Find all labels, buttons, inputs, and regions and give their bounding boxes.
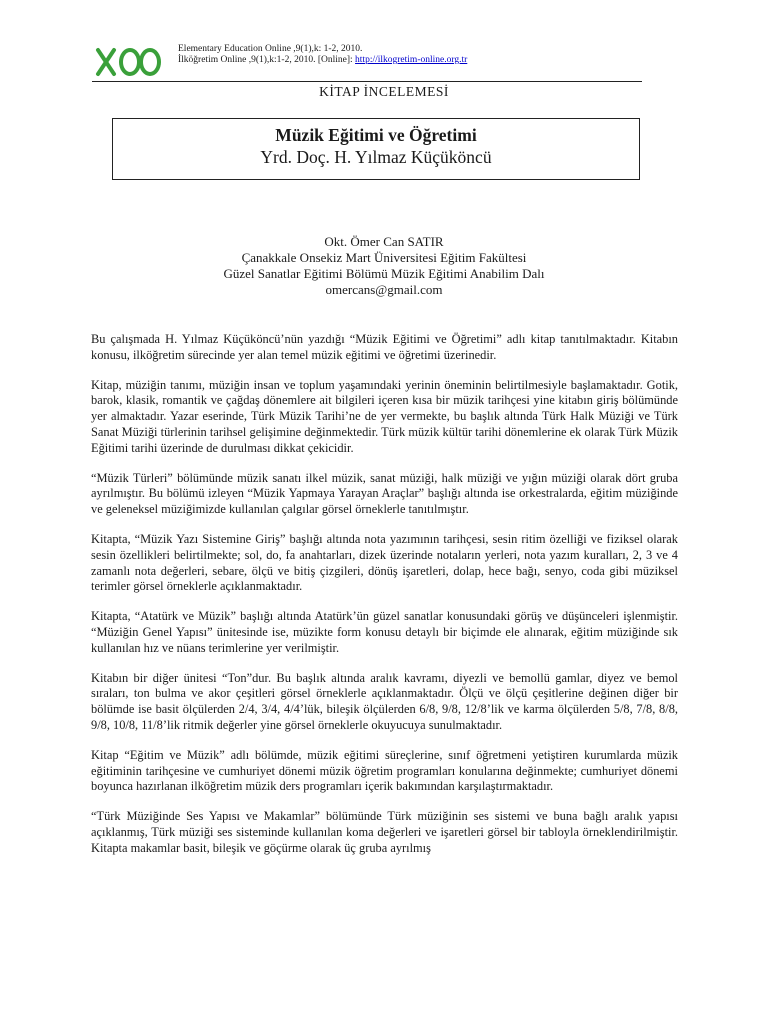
reviewer-university: Çanakkale Onsekiz Mart Üniversitesi Eğitim Fakültesi [241,250,527,265]
paragraph: Kitap, müziğin tanımı, müziğin insan ve toplum yaşamındaki yerinin öneminin belirtilmesiyle başlamaktadır. Gotik, barok, klasik, romantik ve çağdaş dönemlere ait bilgileri içeren kısa bir müzik tarihçesi yine kitabın giriş bölümünde yer almaktadır. Yazar eserinde, Türk Müzik Tarihi’ne de yer vermekte, bu başlık altında Türk Halk Müziği ve Türk Sanat Müziği türlerinin tarihsel gelişimine değinmektedir. Türk müzik kültür tarihi dönemlerine ek olarak Türk Müzik Eğitimi tarihi üzerinde de durulması dikkat çekicidir. [91,377,678,455]
book-title-box [112,118,640,180]
page-header [92,40,642,82]
reviewer-email: omercans@gmail.com [325,282,443,297]
reviewer-department: Güzel Sanatlar Eğitimi Bölümü Müzik Eğitimi Anabilim Dalı [223,266,545,281]
paragraph: Kitapta, “Müzik Yazı Sistemine Giriş” başlığı altında nota yazımının tarihçesi, sesin ritim özelliği ve fiziksel olarak sesin özellikleri belirtilmekte; sol, do, fa anahtarları, dizek üzerinde notaların yerleri, nota yazım kuralları, 2, 3 ve 4 zamanlı nota değerleri, sebare, ölçü ve bitiş çizgileri, dönüş işaretleri, dolap, hece bağı, senyo, coda gibi müziksel terimler görsel örneklerle açıklanmaktadır. [91,531,678,594]
reviewer-name: Okt. Ömer Can SATIR [324,234,444,249]
book-title: Müzik Eğitimi ve Öğretimi [275,125,477,145]
journal-link[interactable]: http://ilkogretim-online.org.tr [355,55,468,65]
paragraph: “Türk Müziğinde Ses Yapısı ve Makamlar” bölümünde Türk müziğinin ses sistemi ve buna bağlı aralık yapısı açıklanmış, Türk müziği ses sisteminde kullanılan koma değerleri ve işaretleri görsel bir tabloyla örneklendirilmiştir. Kitapta makamlar basit, bileşik ve göçürme olarak üç gruba ayrılmış [91,809,678,855]
journal-citation [178,44,467,66]
journal-logo-icon [92,44,162,80]
section-label: KİTAP İNCELEMESİ [319,84,449,99]
header-divider [92,81,642,82]
journal-line-1: Elementary Education Online ,9(1),k: 1-2, 2010. [178,44,363,54]
paragraph: “Müzik Türleri” bölümünde müzik sanatı ilkel müzik, sanat müziği, halk müziği ve yığın müziği olarak dört gruba ayrılmıştır. Bu bölümü izleyen “Müzik Yapmaya Yarayan Araçlar” başlığı altında ise orkestralarda, eğitim müziğinde ve geleneksel müziğimizde kullanılan çalgılar görsel örneklerle tanıtılmıştır. [91,470,678,517]
journal-line-2-text: İlköğretim Online ,9(1),k:1-2, 2010. [Online]: [178,55,356,65]
review-body [91,332,678,871]
paragraph: Bu çalışmada H. Yılmaz Küçüköncü’nün yazdığı “Müzik Eğitimi ve Öğretimi” adlı kitap tanıtılmaktadır. Kitabın konusu, ilköğretim sürecinde yer alan temel müzik eğitimi ve öğretimi üzerinedir. [91,332,678,362]
journal-line-2 [178,55,467,66]
reviewer-block [0,234,768,298]
paragraph: Kitap “Eğitim ve Müzik” adlı bölümde, müzik eğitimi süreçlerine, sınıf öğretmeni yetiştiren kurumlarda müzik eğitiminin tarihçesine ve cumhuriyet dönemi müzik öğretim programları konularına değinmekte; cumhuriyet dönemi boyunca hazırlanan ilköğretim müzik ders programları içerik bakımından karşılaştırmaktadır. [91,747,678,794]
paragraph: Kitabın bir diğer ünitesi “Ton”dur. Bu başlık altında aralık kavramı, diyezli ve bemollü gamlar, diyez ve bemol sıraları, ton bulma ve akor çeşitleri görsel örneklerle açıklanmaktadır. Ölçü ve ölçü çeşitlerine değinen diğer bir bölümde ise basit ölçülerden 2/4, 3/4, 4/4’lük, bileşik ölçülerden 6/8, 9/8, 12/8’lik ve karma ölçülerden 5/8, 7/8, 8/8, 9/8, 10/8, 11/8’lik ritmik değerler yine görsel örneklerle okuyucuya sunulmaktadır. [91,670,678,732]
paragraph: Kitapta, “Atatürk ve Müzik” başlığı altında Atatürk’ün güzel sanatlar konusundaki görüş ve düşünceleri işlenmiştir. “Müziğin Genel Yapısı” ünitesinde ise, müzikte form konusu detaylı bir biçimde ele alınarak, eğitim müziğinde sık kullanılan hız ve nüans terimlerine yer verilmiştir. [91,609,678,655]
book-author: Yrd. Doç. H. Yılmaz Küçüköncü [260,147,492,167]
